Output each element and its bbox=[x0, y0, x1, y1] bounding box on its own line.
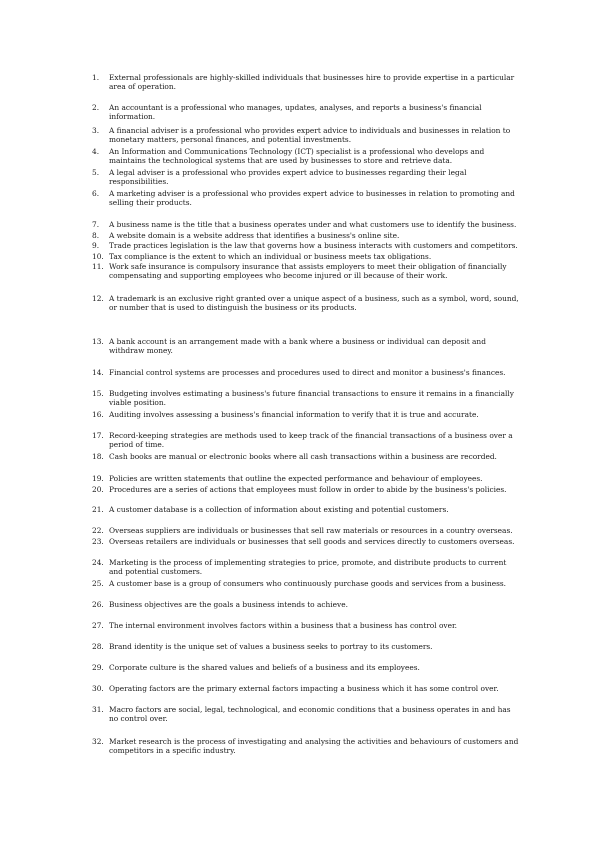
item-text: An accountant is a professional who manages, updates, analyses, and reports a business's financial information. bbox=[109, 103, 482, 122]
item-number: 11. bbox=[92, 262, 104, 271]
item-text: Work safe insurance is compulsory insurance that assists employers to meet their obligation of financially compensating and supporting employees who become injured or ill because of their work. bbox=[109, 262, 507, 281]
item-text: A customer database is a collection of information about existing and potential customers. bbox=[109, 505, 449, 514]
list-item bbox=[92, 410, 522, 419]
item-text: Brand identity is the unique set of values a business seeks to portray to its customers. bbox=[109, 642, 433, 651]
list-item bbox=[92, 168, 522, 186]
list-item bbox=[92, 368, 522, 377]
list-item bbox=[92, 485, 522, 494]
list-item bbox=[92, 579, 522, 588]
list-item bbox=[92, 684, 522, 693]
item-number: 28. bbox=[92, 642, 104, 651]
item-number: 32. bbox=[92, 737, 104, 746]
item-text: Procedures are a series of actions that employees must follow in order to abide by the business's policies. bbox=[109, 485, 507, 494]
list-item bbox=[92, 103, 522, 121]
list-item bbox=[92, 220, 522, 229]
item-number: 9. bbox=[92, 241, 100, 250]
item-text: Trade practices legislation is the law that governs how a business interacts with customers and competitors. bbox=[109, 241, 518, 250]
list-item bbox=[92, 452, 522, 461]
list-item bbox=[92, 252, 522, 261]
item-text: Cash books are manual or electronic books where all cash transactions within a business are recorded. bbox=[109, 452, 497, 461]
item-text: Overseas retailers are individuals or businesses that sell goods and services directly to customers overseas. bbox=[109, 537, 515, 546]
list-item bbox=[92, 389, 522, 407]
item-text: The internal environment involves factors within a business that a business has control over. bbox=[109, 621, 458, 630]
item-text: Overseas suppliers are individuals or businesses that sell raw materials or resources in a country overseas. bbox=[109, 526, 513, 535]
item-number: 16. bbox=[92, 410, 104, 419]
list-item bbox=[92, 337, 522, 355]
list-item bbox=[92, 231, 522, 240]
item-text: Business objectives are the goals a business intends to achieve. bbox=[109, 600, 348, 609]
item-number: 13. bbox=[92, 337, 104, 346]
list-item bbox=[92, 505, 522, 514]
item-number: 4. bbox=[92, 147, 100, 156]
list-item bbox=[92, 600, 522, 609]
item-number: 24. bbox=[92, 558, 104, 567]
list-item bbox=[92, 147, 522, 165]
item-number: 30. bbox=[92, 684, 104, 693]
item-text: External professionals are highly-skilled individuals that businesses hire to provide expertise in a particular area of operation. bbox=[109, 73, 515, 92]
item-number: 18. bbox=[92, 452, 104, 461]
list-item bbox=[92, 73, 522, 91]
item-number: 3. bbox=[92, 126, 100, 135]
item-text: Market research is the process of investigating and analysing the activities and behaviours of customers and competitors in a specific industry. bbox=[109, 737, 519, 756]
item-number: 17. bbox=[92, 431, 104, 440]
item-text: Marketing is the process of implementing strategies to price, promote, and distribute products to current and potential customers. bbox=[109, 558, 507, 577]
item-number: 10. bbox=[92, 252, 104, 261]
item-number: 2. bbox=[92, 103, 100, 112]
item-text: A trademark is an exclusive right granted over a unique aspect of a business, such as a symbol, word, sound, or number that is used to distinguish the business or its products. bbox=[109, 294, 519, 313]
list-item bbox=[92, 262, 522, 280]
list-item bbox=[92, 431, 522, 449]
item-number: 15. bbox=[92, 389, 104, 398]
item-text: A website domain is a website address that identifies a business's online site. bbox=[109, 231, 400, 240]
item-number: 5. bbox=[92, 168, 100, 177]
list-item bbox=[92, 526, 522, 535]
list-item bbox=[92, 558, 522, 576]
item-number: 27. bbox=[92, 621, 104, 630]
list-item bbox=[92, 642, 522, 651]
list-item bbox=[92, 663, 522, 672]
item-number: 31. bbox=[92, 705, 104, 714]
item-number: 14. bbox=[92, 368, 104, 377]
item-number: 20. bbox=[92, 485, 104, 494]
item-text: A financial adviser is a professional who provides expert advice to individuals and businesses in relation to monetary matters, personal finances, and potential investments. bbox=[109, 126, 511, 145]
list-item bbox=[92, 537, 522, 546]
item-text: Tax compliance is the extent to which an individual or business meets tax obligations. bbox=[109, 252, 432, 261]
item-number: 22. bbox=[92, 526, 104, 535]
list-item bbox=[92, 474, 522, 483]
item-text: Policies are written statements that outline the expected performance and behaviour of employees. bbox=[109, 474, 483, 483]
item-text: Operating factors are the primary external factors impacting a business which it has some control over. bbox=[109, 684, 499, 693]
item-number: 6. bbox=[92, 189, 100, 198]
item-text: Financial control systems are processes and procedures used to direct and monitor a business's finances. bbox=[109, 368, 506, 377]
item-text: Macro factors are social, legal, technological, and economic conditions that a business operates in and has no control over. bbox=[109, 705, 511, 724]
list-item bbox=[92, 621, 522, 630]
list-item bbox=[92, 126, 522, 144]
item-number: 1. bbox=[92, 73, 100, 82]
list-item bbox=[92, 189, 522, 207]
item-text: Corporate culture is the shared values and beliefs of a business and its employees. bbox=[109, 663, 420, 672]
item-number: 21. bbox=[92, 505, 104, 514]
item-number: 26. bbox=[92, 600, 104, 609]
item-number: 12. bbox=[92, 294, 104, 303]
item-number: 25. bbox=[92, 579, 104, 588]
item-text: A marketing adviser is a professional who provides expert advice to businesses in relation to promoting and selling their products. bbox=[109, 189, 515, 208]
item-number: 29. bbox=[92, 663, 104, 672]
item-number: 23. bbox=[92, 537, 104, 546]
list-item bbox=[92, 737, 522, 755]
item-text: A bank account is an arrangement made with a bank where a business or individual can deposit and withdraw money. bbox=[109, 337, 486, 356]
item-text: Budgeting involves estimating a business's future financial transactions to ensure it remains in a financially viable position. bbox=[109, 389, 514, 408]
item-number: 7. bbox=[92, 220, 100, 229]
list-item bbox=[92, 294, 522, 312]
item-text: Record-keeping strategies are methods used to keep track of the financial transactions of a business over a period of time. bbox=[109, 431, 513, 450]
item-number: 19. bbox=[92, 474, 104, 483]
list-item bbox=[92, 705, 522, 723]
item-text: A legal adviser is a professional who provides expert advice to businesses regarding their legal responsibilities. bbox=[109, 168, 467, 187]
item-text: Auditing involves assessing a business's financial information to verify that it is true and accurate. bbox=[109, 410, 479, 419]
item-number: 8. bbox=[92, 231, 100, 240]
item-text: A business name is the title that a business operates under and what customers use to identify the business. bbox=[109, 220, 517, 229]
item-text: A customer base is a group of consumers who continuously purchase goods and services from a business. bbox=[109, 579, 507, 588]
list-item bbox=[92, 241, 522, 250]
item-text: An Information and Communications Technology (ICT) specialist is a professional who develops and maintains the technological systems that are used by businesses to store and retrieve data. bbox=[109, 147, 485, 166]
